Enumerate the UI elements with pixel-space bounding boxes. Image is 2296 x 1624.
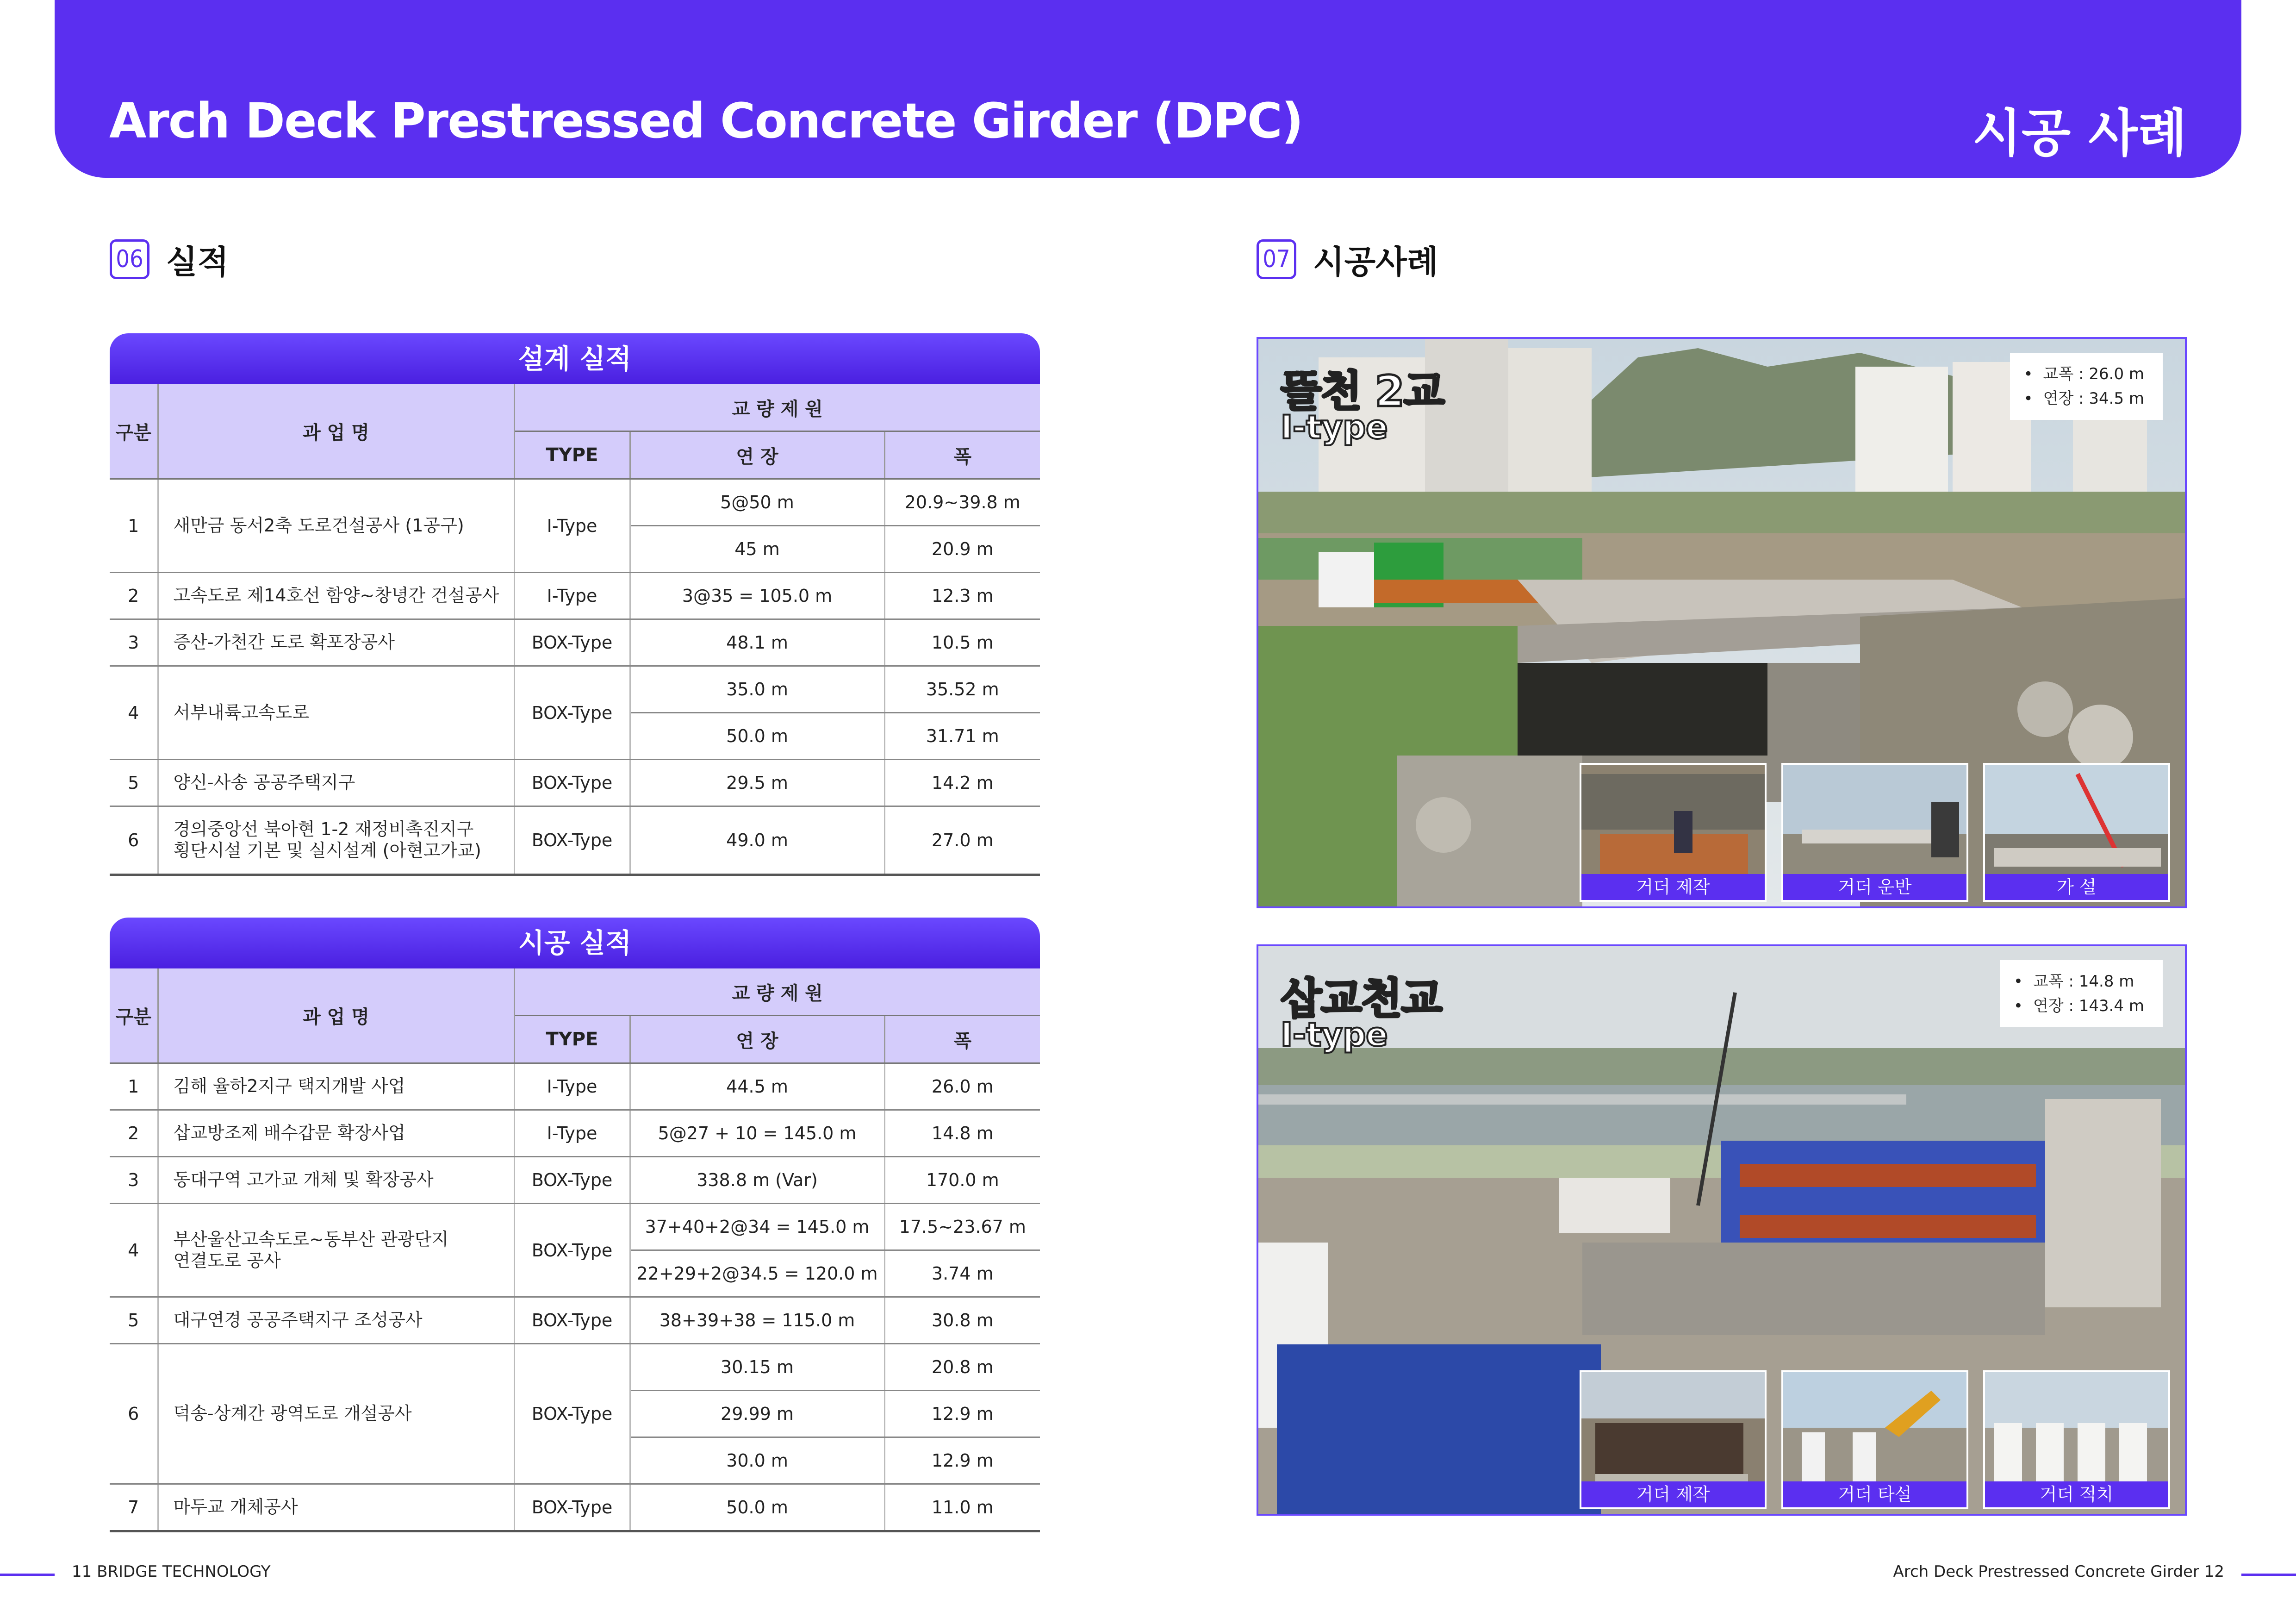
cell-no: 5 — [110, 760, 158, 806]
cell-length: 49.0 m — [630, 806, 884, 875]
cell-no: 2 — [110, 573, 158, 619]
footer-rule — [2241, 1574, 2296, 1576]
thumbnail-erection — [1983, 763, 2170, 902]
cell-no: 3 — [110, 619, 158, 666]
table-row — [110, 1110, 1040, 1157]
cell-name: 새만금 동서2축 도로건설공사 (1공구) — [158, 479, 514, 573]
cell-width: 14.2 m — [884, 760, 1040, 806]
cell-width: 20.9 m — [884, 526, 1040, 573]
cell-length: 44.5 m — [630, 1063, 884, 1110]
cell-no: 6 — [110, 806, 158, 875]
header-spec: 교 량 제 원 — [514, 384, 1040, 431]
spec-width: • 교폭 : 26.0 m — [2024, 362, 2144, 387]
cell-length: 29.99 m — [630, 1391, 884, 1437]
table-row — [110, 1344, 1040, 1391]
cell-no: 6 — [110, 1344, 158, 1484]
cell-length: 45 m — [630, 526, 884, 573]
cell-type: BOX-Type — [514, 619, 630, 666]
cell-name: 서부내륙고속도로 — [158, 666, 514, 760]
table-banner: 시공 실적 — [110, 918, 1040, 968]
cell-type: BOX-Type — [514, 760, 630, 806]
section-number: 07 — [1257, 239, 1296, 279]
cell-name: 고속도로 제14호선 함양~창녕간 건설공사 — [158, 573, 514, 619]
cell-width: 20.8 m — [884, 1344, 1040, 1391]
cell-length: 48.1 m — [630, 619, 884, 666]
cell-width: 12.3 m — [884, 573, 1040, 619]
thumbnail-fabrication — [1580, 1370, 1767, 1509]
table-row — [110, 1063, 1040, 1110]
table-row — [110, 573, 1040, 619]
header-spec: 교 량 제 원 — [514, 968, 1040, 1016]
case-photo-card — [1257, 337, 2187, 908]
table-row — [110, 666, 1040, 713]
page-section-label: 시공 사례 — [1972, 104, 2187, 163]
spec-width: • 교폭 : 14.8 m — [2014, 969, 2144, 994]
header-length: 연 장 — [630, 431, 884, 479]
construction-results-table — [110, 918, 1040, 1532]
cell-length: 338.8 m (Var) — [630, 1157, 884, 1204]
cell-length: 5@27 + 10 = 145.0 m — [630, 1110, 884, 1157]
bridge-type: I-type — [1281, 1016, 1388, 1054]
table-banner: 설계 실적 — [110, 333, 1040, 384]
cell-length: 38+39+38 = 115.0 m — [630, 1297, 884, 1344]
cell-length: 5@50 m — [630, 479, 884, 526]
cell-width: 12.9 m — [884, 1437, 1040, 1484]
cell-type: BOX-Type — [514, 1157, 630, 1204]
cell-width: 17.5~23.67 m — [884, 1204, 1040, 1250]
thumbnail-stacking — [1983, 1370, 2170, 1509]
cell-name-line: 연결도로 공사 — [173, 1250, 281, 1271]
header-width: 폭 — [884, 1016, 1040, 1063]
cell-no: 2 — [110, 1110, 158, 1157]
bridge-specs — [2010, 353, 2163, 420]
cell-name: 동대구역 고가교 개체 및 확장공사 — [158, 1157, 514, 1204]
section-title: 실적 — [166, 243, 229, 281]
bridge-specs — [2000, 960, 2163, 1027]
table-row — [110, 619, 1040, 666]
table-row — [110, 1484, 1040, 1531]
cell-name: 마두교 개체공사 — [158, 1484, 514, 1531]
cell-width: 170.0 m — [884, 1157, 1040, 1204]
cell-type: I-Type — [514, 479, 630, 573]
section-title: 시공사례 — [1313, 243, 1438, 281]
thumbnail-label: 가 설 — [1985, 874, 2168, 900]
cell-width: 35.52 m — [884, 666, 1040, 713]
cell-length: 30.0 m — [630, 1437, 884, 1484]
cell-type: BOX-Type — [514, 1204, 630, 1297]
cell-name — [158, 1204, 514, 1297]
page-title: Arch Deck Prestressed Concrete Girder (DPC) — [109, 93, 1303, 149]
thumbnail-label: 거더 타설 — [1783, 1481, 1966, 1507]
header-length: 연 장 — [630, 1016, 884, 1063]
cell-length: 50.0 m — [630, 713, 884, 760]
spec-length: • 연장 : 143.4 m — [2014, 994, 2144, 1018]
cell-name: 대구연경 공공주택지구 조성공사 — [158, 1297, 514, 1344]
cell-name: 양신-사송 공공주택지구 — [158, 760, 514, 806]
design-results-table — [110, 333, 1040, 876]
cell-type: BOX-Type — [514, 1344, 630, 1484]
cell-name — [158, 806, 514, 875]
cell-length: 35.0 m — [630, 666, 884, 713]
cell-no: 3 — [110, 1157, 158, 1204]
cell-name-line: 부산울산고속도로~동부산 관광단지 — [173, 1229, 449, 1249]
cell-no: 7 — [110, 1484, 158, 1531]
table-row — [110, 1204, 1040, 1250]
header-width: 폭 — [884, 431, 1040, 479]
cell-type: I-Type — [514, 1110, 630, 1157]
cell-no: 1 — [110, 1063, 158, 1110]
bridge-name: 뜰천 2교 — [1281, 367, 1444, 416]
thumbnail-label: 거더 제작 — [1581, 874, 1765, 900]
table-row — [110, 806, 1040, 875]
cell-no: 1 — [110, 479, 158, 573]
bridge-name: 삽교천교 — [1281, 974, 1442, 1024]
table-row — [110, 1297, 1040, 1344]
thumbnail-label: 거더 제작 — [1581, 1481, 1765, 1507]
header-gubun: 구분 — [110, 968, 158, 1063]
section-number: 06 — [110, 239, 149, 279]
case-photo-card — [1257, 944, 2187, 1516]
footer-page-right: Arch Deck Prestressed Concrete Girder 12 — [1893, 1562, 2224, 1581]
cell-no: 5 — [110, 1297, 158, 1344]
cell-type: BOX-Type — [514, 1484, 630, 1531]
cell-length: 3@35 = 105.0 m — [630, 573, 884, 619]
thumbnail-fabrication — [1580, 763, 1767, 902]
cell-type: BOX-Type — [514, 806, 630, 875]
cell-length: 37+40+2@34 = 145.0 m — [630, 1204, 884, 1250]
cell-type: I-Type — [514, 573, 630, 619]
cell-width: 31.71 m — [884, 713, 1040, 760]
footer-rule — [0, 1574, 55, 1576]
page-header-band — [55, 0, 2241, 178]
cell-width: 30.8 m — [884, 1297, 1040, 1344]
cell-width: 27.0 m — [884, 806, 1040, 875]
cell-width: 3.74 m — [884, 1250, 1040, 1297]
cell-width: 10.5 m — [884, 619, 1040, 666]
bridge-type: I-type — [1281, 408, 1388, 446]
cell-length: 22+29+2@34.5 = 120.0 m — [630, 1250, 884, 1297]
table-row — [110, 479, 1040, 526]
section-heading-07 — [1257, 236, 1438, 282]
cell-name: 삽교방조제 배수갑문 확장사업 — [158, 1110, 514, 1157]
thumbnail-label: 거더 운반 — [1783, 874, 1966, 900]
cell-length: 29.5 m — [630, 760, 884, 806]
cell-width: 11.0 m — [884, 1484, 1040, 1531]
section-heading-06 — [110, 236, 229, 282]
thumbnail-transport — [1781, 763, 1968, 902]
header-type: TYPE — [514, 431, 630, 479]
header-name: 과 업 명 — [158, 968, 514, 1063]
cell-length: 30.15 m — [630, 1344, 884, 1391]
table-row — [110, 760, 1040, 806]
footer-page-left: 11 BRIDGE TECHNOLOGY — [72, 1562, 271, 1581]
header-type: TYPE — [514, 1016, 630, 1063]
cell-width: 26.0 m — [884, 1063, 1040, 1110]
thumbnail-casting — [1781, 1370, 1968, 1509]
header-gubun: 구분 — [110, 384, 158, 479]
header-name: 과 업 명 — [158, 384, 514, 479]
cell-name: 덕송-상계간 광역도로 개설공사 — [158, 1344, 514, 1484]
cell-width: 14.8 m — [884, 1110, 1040, 1157]
cell-type: BOX-Type — [514, 1297, 630, 1344]
cell-length: 50.0 m — [630, 1484, 884, 1531]
cell-width: 20.9~39.8 m — [884, 479, 1040, 526]
thumbnail-label: 거더 적치 — [1985, 1481, 2168, 1507]
spec-length: • 연장 : 34.5 m — [2024, 387, 2144, 411]
cell-type: I-Type — [514, 1063, 630, 1110]
cell-name-line: 횡단시설 기본 및 실시설계 (아현고가교) — [173, 840, 481, 861]
cell-no: 4 — [110, 666, 158, 760]
cell-type: BOX-Type — [514, 666, 630, 760]
table-row — [110, 1157, 1040, 1204]
cell-name-line: 경의중앙선 북아현 1-2 재정비촉진지구 — [173, 819, 474, 840]
cell-width: 12.9 m — [884, 1391, 1040, 1437]
cell-name: 증산-가천간 도로 확포장공사 — [158, 619, 514, 666]
cell-no: 4 — [110, 1204, 158, 1297]
cell-name: 김해 율하2지구 택지개발 사업 — [158, 1063, 514, 1110]
